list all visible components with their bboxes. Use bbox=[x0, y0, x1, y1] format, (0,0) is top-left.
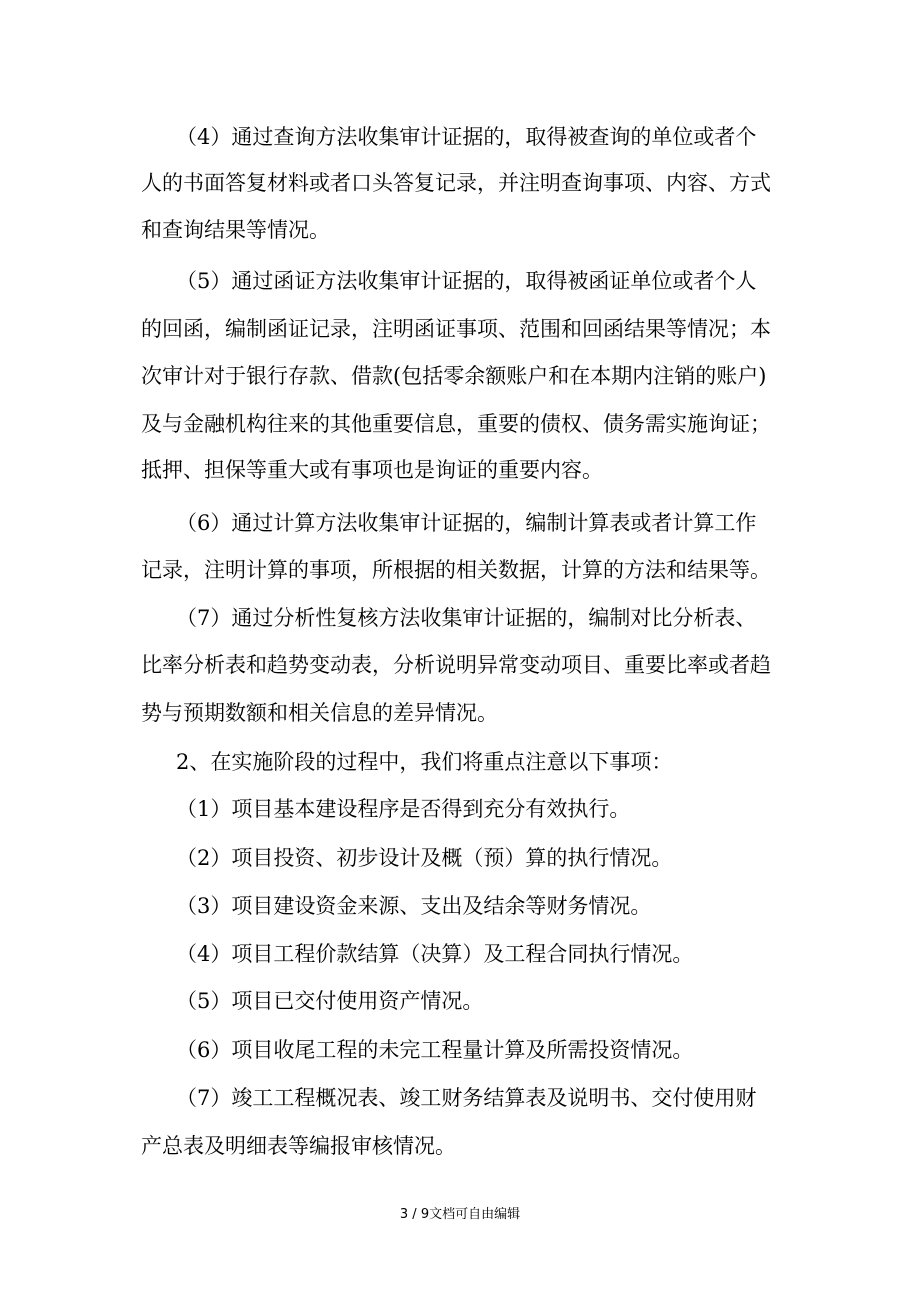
text-line: 人的书面答复材料或者口头答复记录，并注明查询事项、内容、方式 bbox=[141, 171, 771, 195]
list-item: （6）项目收尾工程的未完工程量计算及所需投资情况。 bbox=[176, 1038, 694, 1062]
text-line: 和查询结果等情况。 bbox=[141, 218, 330, 242]
list-item: （3）项目建设资金来源、支出及结余等财务情况。 bbox=[176, 894, 652, 918]
text-line: 次审计对于银行存款、借款(包括零余额账户和在本期内注销的账户) bbox=[141, 364, 767, 388]
text-line: 比率分析表和趋势变动表，分析说明异常变动项目、重要比率或者趋 bbox=[141, 653, 771, 677]
page-footer: 3 / 9文档可自由编辑 bbox=[399, 1207, 521, 1222]
list-item: （7）竣工工程概况表、竣工财务结算表及说明书、交付使用财 bbox=[176, 1086, 757, 1110]
text-line: 抵押、担保等重大或有事项也是询证的重要内容。 bbox=[141, 458, 603, 482]
text-line: （7）通过分析性复核方法收集审计证据的，编制对比分析表、 bbox=[176, 606, 757, 630]
text-line: 势与预期数额和相关信息的差异情况。 bbox=[141, 701, 498, 725]
text-line: （5）通过函证方法收集审计证据的，取得被函证单位或者个人 bbox=[176, 269, 757, 293]
list-item: （2）项目投资、初步设计及概（预）算的执行情况。 bbox=[176, 846, 673, 870]
list-item: （1）项目基本建设程序是否得到充分有效执行。 bbox=[176, 797, 631, 821]
section-heading: 2、在实施阶段的过程中，我们将重点注意以下事项： bbox=[176, 750, 673, 774]
list-item: （5）项目已交付使用资产情况。 bbox=[176, 989, 484, 1013]
text-line: 产总表及明细表等编报审核情况。 bbox=[141, 1134, 456, 1158]
text-line: 记录，注明计算的事项，所根据的相关数据，计算的方法和结果等。 bbox=[141, 558, 771, 582]
text-line: 及与金融机构往来的其他重要信息，重要的债权、债务需实施询证； bbox=[141, 412, 771, 436]
text-line: （4）通过查询方法收集审计证据的，取得被查询的单位或者个 bbox=[176, 125, 757, 149]
list-item: （4）项目工程价款结算（决算）及工程合同执行情况。 bbox=[176, 942, 694, 966]
text-line: （6）通过计算方法收集审计证据的，编制计算表或者计算工作 bbox=[176, 511, 757, 535]
text-line: 的回函，编制函证记录，注明函证事项、范围和回函结果等情况；本 bbox=[141, 317, 771, 341]
